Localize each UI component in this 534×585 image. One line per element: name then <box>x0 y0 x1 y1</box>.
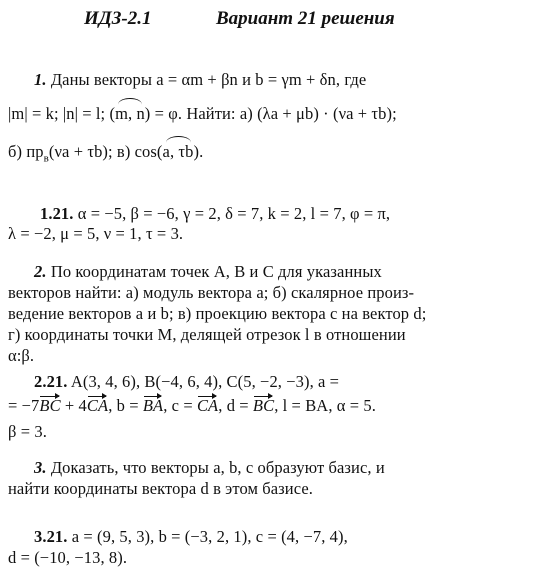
angle-arc-mn <box>115 104 145 124</box>
vector-ca2-arrow <box>197 396 218 416</box>
task2-21-text-2d: , c = <box>163 396 197 415</box>
task3-21-number: 3.21. <box>34 527 68 546</box>
vector-bc-2: BC <box>252 396 275 415</box>
task1-angle-mn: m, n <box>115 104 145 123</box>
task2-text-1: По координатам точек A, B и C для указанных <box>50 262 382 281</box>
task3-number: 3. <box>34 458 47 477</box>
vector-ba-arrow <box>143 396 163 416</box>
vector-bc2-arrow <box>253 396 274 416</box>
task1-angle-atb: a, τb <box>162 142 194 161</box>
task1-text-1: Даны векторы a = αm + βn и b = γm + δn, где <box>50 70 367 89</box>
task3-line1 <box>34 458 385 478</box>
vector-ca-arrow <box>87 396 108 416</box>
task2-21-line1 <box>34 372 339 392</box>
task2-line5 <box>8 346 34 366</box>
task2-21-text-2c: , b = <box>108 396 143 415</box>
task1-text-2a: |m| = k; |n| = l; ( <box>8 104 116 123</box>
angle-arc-atb <box>163 142 194 162</box>
task2-21-text-2e: , d = <box>218 396 253 415</box>
task3-21-text-1: a = (9, 5, 3), b = (−3, 2, 1), c = (4, −7, 4), <box>71 527 348 546</box>
task3-text-2: найти координаты вектора d в этом базисе. <box>8 479 313 498</box>
task1-21-line1 <box>40 204 390 224</box>
task2-21-number: 2.21. <box>34 372 68 391</box>
task3-21-text-2: d = (−10, −13, 8). <box>8 548 128 567</box>
task3-text-1: Доказать, что векторы a, b, c образуют базис, и <box>50 458 385 477</box>
task1-text-3b: (νa + τb); в) cos( <box>48 142 163 161</box>
task2-line4 <box>8 325 406 345</box>
task2-21-text-1: A(3, 4, 6), B(−4, 6, 4), C(5, −2, −3), a = <box>70 372 340 391</box>
task2-text-5: α:β. <box>8 346 35 365</box>
task2-21-text-2f: , l = BA, α = 5. <box>274 396 376 415</box>
task2-21-line3 <box>8 422 47 442</box>
task2-21-text-2b: + 4 <box>60 396 87 415</box>
task1-text-3a: б) пр <box>8 142 44 161</box>
task2-text-2: векторов найти: а) модуль вектора a; б) скалярное произ- <box>8 283 415 302</box>
task2-text-4: г) координаты точки M, делящей отрезок l в отношении <box>8 325 406 344</box>
vector-bc: BC <box>39 396 61 415</box>
task2-line3 <box>8 304 426 324</box>
task3-21-line2 <box>8 548 127 568</box>
task2-21-text-2a: = −7 <box>8 396 40 415</box>
task1-line1 <box>34 70 366 90</box>
task2-21-line2 <box>8 396 376 416</box>
task1-proj-subscript: в <box>43 152 49 165</box>
task3-line2 <box>8 479 313 499</box>
task1-text-2b: ) = φ. Найти: а) (λa + μb) · (νa + τb); <box>144 104 397 123</box>
vector-ba: BA <box>142 396 164 415</box>
task1-number: 1. <box>34 70 47 89</box>
task2-number: 2. <box>34 262 47 281</box>
task2-line1 <box>34 262 382 282</box>
task3-21-line1 <box>34 527 348 547</box>
task1-21-text-2: λ = −2, μ = 5, ν = 1, τ = 3. <box>8 224 184 243</box>
task2-text-3: ведение векторов a и b; в) проекцию вектора c на вектор d; <box>8 304 427 323</box>
vector-ca: CA <box>86 396 109 415</box>
task1-21-line2 <box>8 224 183 244</box>
vector-bc-arrow <box>39 396 60 416</box>
task1-21-text-1: α = −5, β = −6, γ = 2, δ = 7, k = 2, l = 7, φ = π, <box>77 204 391 223</box>
task1-text-3c: ). <box>193 142 204 161</box>
task2-21-text-3: β = 3. <box>8 422 47 441</box>
task1-line3 <box>8 142 203 164</box>
assignment-code: ИДЗ-2.1 <box>84 8 152 29</box>
task1-line2 <box>8 104 397 124</box>
vector-ca-2: CA <box>196 396 219 415</box>
task1-21-number: 1.21. <box>40 204 74 223</box>
variant-title: Вариант 21 решения <box>216 8 395 29</box>
task2-line2 <box>8 283 414 303</box>
